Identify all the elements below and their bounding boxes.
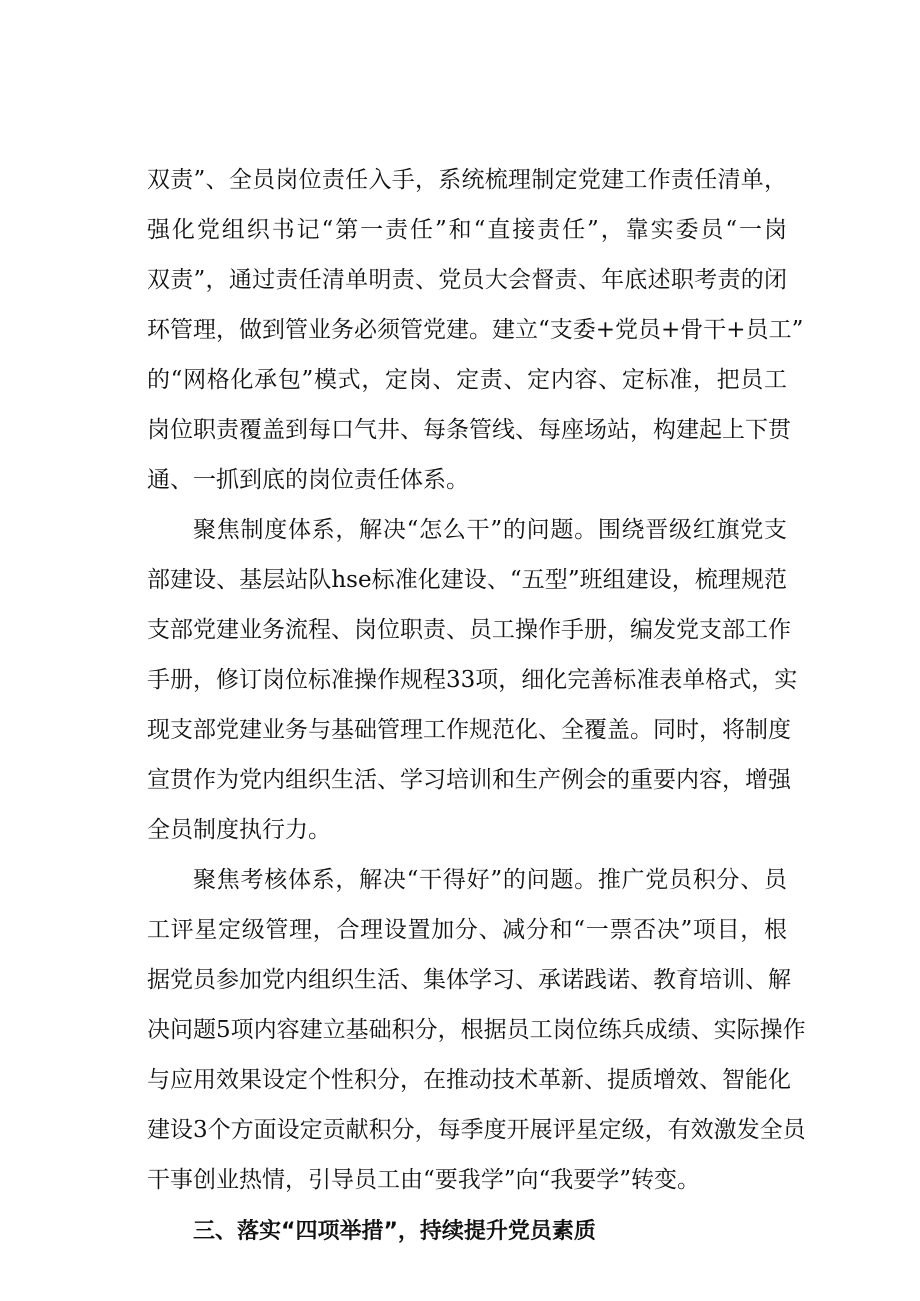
paragraph-line: 干事创业热情，引导员工由“要我学”向“我要学”转变。 xyxy=(147,1167,701,1193)
paragraph-line: 工评星定级管理，合理设置加分、减分和“一票否决”项目，根 xyxy=(147,917,787,943)
paragraph-line: 全员制度执行力。 xyxy=(147,817,331,843)
paragraph-line: 现支部党建业务与基础管理工作规范化、全覆盖。同时，将制度 xyxy=(147,717,791,743)
paragraph-line: 双责”，通过责任清单明责、党员大会督责、年底述职考责的闭 xyxy=(147,267,787,293)
paragraph-line: 强化党组织书记“第一责任”和“直接责任”，靠实委员“一岗 xyxy=(147,217,787,243)
paragraph-line: 据党员参加党内组织生活、集体学习、承诺践诺、教育培训、解 xyxy=(147,967,791,993)
paragraph-line: 的“网格化承包”模式，定岗、定责、定内容、定标准，把员工 xyxy=(147,367,787,393)
section-heading: 三、落实“四项举措”，持续提升党员素质 xyxy=(193,1219,596,1244)
paragraph-line: 决问题5项内容建立基础积分，根据员工岗位练兵成绩、实际操作 xyxy=(147,1017,806,1043)
paragraph-line: 与应用效果设定个性积分，在推动技术革新、提质增效、智能化 xyxy=(147,1067,791,1093)
paragraph-line: 岗位职责覆盖到每口气井、每条管线、每座场站，构建起上下贯 xyxy=(147,417,791,443)
paragraph-line: 支部党建业务流程、岗位职责、员工操作手册，编发党支部工作 xyxy=(147,617,791,643)
paragraph-line: 聚焦制度体系，解决“怎么干”的问题。围绕晋级红旗党支 xyxy=(193,517,787,543)
paragraph-line: 建设3个方面设定贡献积分，每季度开展评星定级，有效激发全员 xyxy=(147,1117,806,1143)
paragraph-line: 部建设、基层站队hse标准化建设、“五型”班组建设，梳理规范 xyxy=(147,567,787,593)
paragraph-line: 环管理，做到管业务必须管党建。建立“支委+党员+骨干+员工” xyxy=(147,317,804,343)
paragraph-line: 双责”、全员岗位责任入手，系统梳理制定党建工作责任清单， xyxy=(147,167,787,193)
paragraph-line: 宣贯作为党内组织生活、学习培训和生产例会的重要内容，增强 xyxy=(147,767,791,793)
paragraph-line: 聚焦考核体系，解决“干得好”的问题。推广党员积分、员 xyxy=(193,867,787,893)
paragraph-line: 手册，修订岗位标准操作规程33项，细化完善标准表单格式，实 xyxy=(147,667,798,693)
paragraph-line: 通、一抓到底的岗位责任体系。 xyxy=(147,467,469,493)
